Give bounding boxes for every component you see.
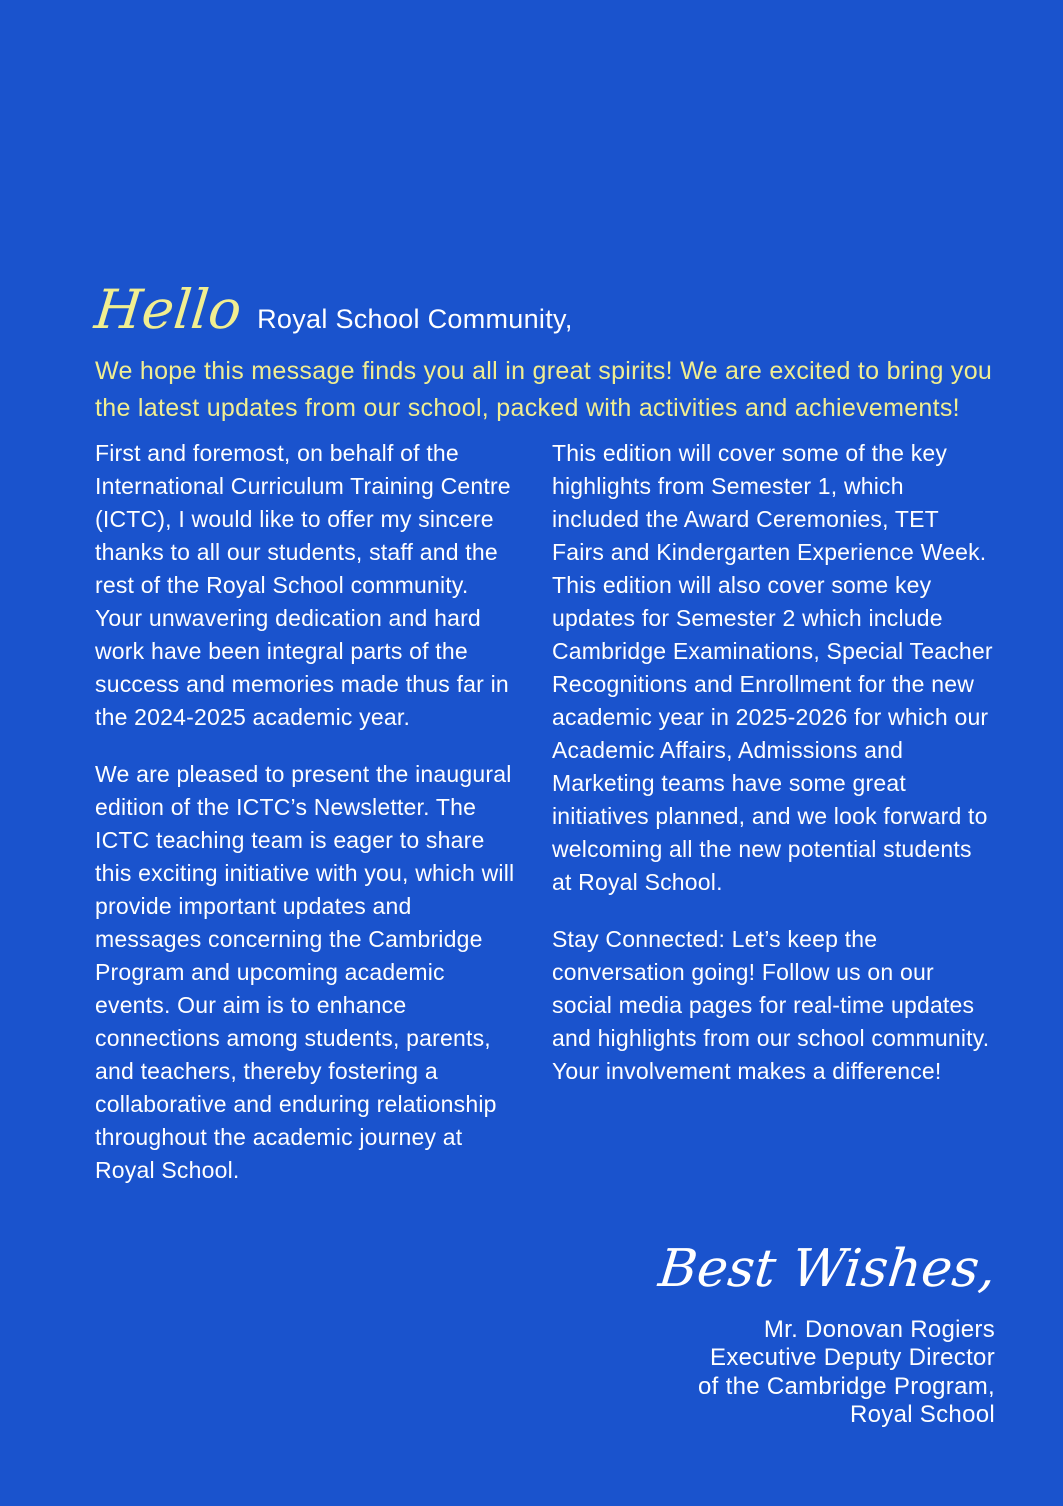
signature-section xyxy=(655,1239,999,1430)
greeting-section xyxy=(91,278,1000,427)
left-column xyxy=(95,437,519,1211)
signatory-title: Executive Deputy Director xyxy=(710,1344,995,1372)
body-columns xyxy=(95,437,994,1211)
greeting-headline xyxy=(91,278,1000,341)
left-paragraph-1: First and foremost, on behalf of the International Curriculum Training Centre (ICTC), I would like to offer my sincere thanks to all our students, staff and the rest of the Royal School community. Your unwavering dedication and hard work have been integral parts of the success and memories made thus far in the 2024-2025 academic year. xyxy=(95,440,511,730)
salutation-text: Royal School Community, xyxy=(257,304,573,334)
intro-text: We hope this message finds you all in great spirits! We are excited to bring you the latest updates from our school, packed with activities and achievements! xyxy=(95,357,993,422)
signatory-name: Mr. Donovan Rogiers xyxy=(763,1315,995,1343)
right-paragraph-2: Stay Connected: Let’s keep the conversation going! Follow us on our social media pages for real-time updates and highlights from our school community. Your involvement makes a difference! xyxy=(552,926,990,1084)
signatory-org-line-1: of the Cambridge Program, xyxy=(698,1372,995,1400)
left-paragraph-2: We are pleased to present the inaugural edition of the ICTC’s Newsletter. The ICTC teaching team is eager to share this exciting initiative with you, which will provide important updates and messages concerning the Cambridge Program and upcoming academic events. Our aim is to enhance connections among students, parents, and teachers, thereby fostering a collaborative and enduring relationship throughout the academic journey at Royal School. xyxy=(95,761,515,1183)
best-wishes-script-text: Best Wishes, xyxy=(655,1239,999,1299)
signatory-org-line-2: Royal School xyxy=(849,1401,995,1429)
hello-script-text: Hello xyxy=(91,278,245,341)
right-paragraph-1: This edition will cover some of the key highlights from Semester 1, which included the Award Ceremonies, TET Fairs and Kindergarten Experience Week. This edition will also cover some key updates for Semester 2 which include Cambridge Examinations, Special Teacher Recognitions and Enrollment for the new academic year in 2025-2026 for which our Academic Affairs, Admissions and Marketing teams have some great initiatives planned, and we look forward to welcoming all the new potential students at Royal School. xyxy=(552,440,993,895)
right-column xyxy=(552,437,994,1211)
